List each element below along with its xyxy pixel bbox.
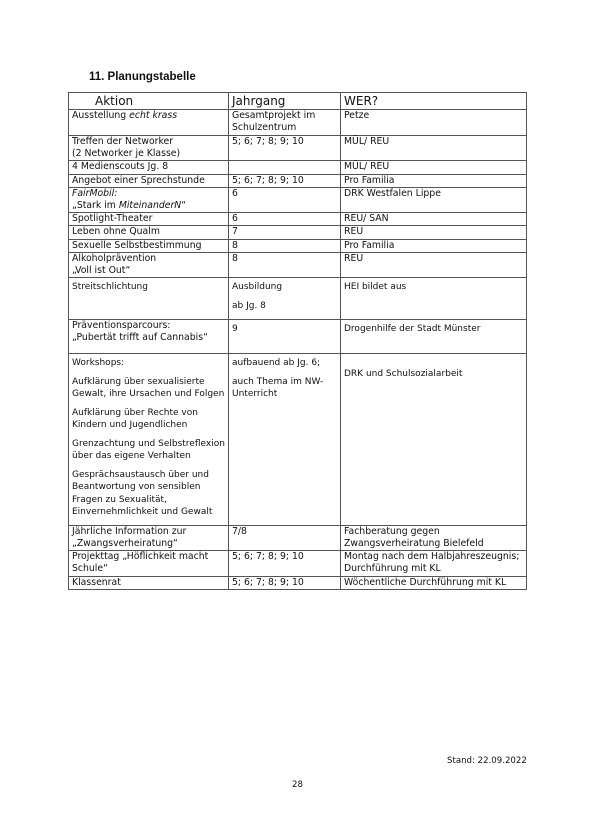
cell-grade: 9	[229, 320, 341, 354]
cell-grade: Gesamtprojekt im Schulzentrum	[229, 110, 341, 136]
cell-who: REU	[341, 252, 527, 277]
cell-who: HEI bildet aus	[341, 278, 527, 320]
cell-grade: 5; 6; 7; 8; 9; 10	[229, 174, 341, 187]
cell-who: Pro Familia	[341, 174, 527, 187]
cell-action: 4 Medienscouts Jg. 8	[69, 161, 229, 174]
cell-grade: 5; 6; 7; 8; 9; 10	[229, 576, 341, 589]
table-row	[69, 320, 527, 354]
table-row	[69, 187, 527, 212]
cell-grade: 7/8	[229, 525, 341, 550]
cell-action: Spotlight-Theater	[69, 213, 229, 226]
cell-who: DRK und Schulsozialarbeit	[341, 354, 527, 526]
cell-action: Klassenrat	[69, 576, 229, 589]
table-row	[69, 278, 527, 320]
section-heading: 11. Planungstabelle	[89, 71, 196, 83]
table-row	[69, 213, 527, 226]
cell-who: Wöchentliche Durchführung mit KL	[341, 576, 527, 589]
table-row	[69, 252, 527, 277]
cell-action: Alkoholprävention „Voll ist Out“	[69, 252, 229, 277]
cell-action: Sexuelle Selbstbestimmung	[69, 239, 229, 252]
cell-grade: aufbauend ab Jg. 6; auch Thema im NW-Unterricht	[229, 354, 341, 526]
cell-action: Treffen der Networker (2 Networker je Klasse)	[69, 136, 229, 161]
cell-action: Jährliche Information zur „Zwangsverheiratung“	[69, 525, 229, 550]
table-row	[69, 239, 527, 252]
cell-action: Workshops: Aufklärung über sexualisierte Gewalt, ihre Ursachen und Folgen Aufklärung über Rechte von Kindern und Jugendlichen Grenzachtung und Selbstreflexion über das eigene Verhalten Gesprächsaustausch über und Beantwortung von sensiblen Fragen zu Sexualität, Einvernehmlichkeit und Gewalt	[69, 354, 229, 526]
table-row	[69, 136, 527, 161]
workshop-item: Aufklärung über Rechte von Kindern und Jugendlichen	[72, 407, 198, 431]
cell-grade: 5; 6; 7; 8; 9; 10	[229, 136, 341, 161]
page-number: 28	[292, 780, 303, 790]
table-row	[69, 174, 527, 187]
cell-grade: 5; 6; 7; 8; 9; 10	[229, 551, 341, 576]
workshop-item: Gesprächsaustausch über und Beantwortung von sensiblen Fragen zu Sexualität, Einvernehmlichkeit und Gewalt	[72, 469, 213, 518]
table-row	[69, 551, 527, 576]
cell-grade: 7	[229, 226, 341, 239]
workshop-item: Aufklärung über sexualisierte Gewalt, ihre Ursachen und Folgen	[72, 376, 225, 400]
cell-who: REU/ SAN	[341, 213, 527, 226]
table-row	[69, 110, 527, 136]
cell-action: Präventionsparcours: „Pubertät trifft auf Cannabis“	[69, 320, 229, 354]
cell-grade	[229, 161, 341, 174]
header-action: Aktion	[69, 93, 229, 110]
table-row	[69, 576, 527, 589]
cell-action: Ausstellung echt krass	[69, 110, 229, 136]
table-row	[69, 161, 527, 174]
cell-grade: 6	[229, 187, 341, 212]
cell-who: Drogenhilfe der Stadt Münster	[341, 320, 527, 354]
cell-action: Leben ohne Qualm	[69, 226, 229, 239]
cell-grade: 8	[229, 252, 341, 277]
cell-who: REU	[341, 226, 527, 239]
cell-who: MÜL/ REU	[341, 161, 527, 174]
header-grade: Jahrgang	[229, 93, 341, 110]
cell-grade: 8	[229, 239, 341, 252]
cell-who: Montag nach dem Halbjahreszeugnis; Durchführung mit KL	[341, 551, 527, 576]
header-who: WER?	[341, 93, 527, 110]
cell-action: Angebot einer Sprechstunde	[69, 174, 229, 187]
cell-grade: Ausbildung ab Jg. 8	[229, 278, 341, 320]
cell-who: Petze	[341, 110, 527, 136]
table-row	[69, 226, 527, 239]
table-header-row	[69, 93, 527, 110]
table-row	[69, 525, 527, 550]
cell-who: DRK Westfalen Lippe	[341, 187, 527, 212]
table-row	[69, 354, 527, 526]
cell-grade: 6	[229, 213, 341, 226]
cell-who: Pro Familia	[341, 239, 527, 252]
planning-table	[68, 92, 527, 590]
cell-who: Fachberatung gegen Zwangsverheiratung Bielefeld	[341, 525, 527, 550]
cell-action: Streitschlichtung	[69, 278, 229, 320]
status-date: Stand: 22.09.2022	[447, 756, 527, 766]
workshop-item: Grenzachtung und Selbstreflexion über das eigene Verhalten	[72, 438, 225, 462]
cell-who: MÜL/ REU	[341, 136, 527, 161]
cell-action: FairMobil: „Stark im MiteinanderN“	[69, 187, 229, 212]
cell-action: Projekttag „Höflichkeit macht Schule“	[69, 551, 229, 576]
